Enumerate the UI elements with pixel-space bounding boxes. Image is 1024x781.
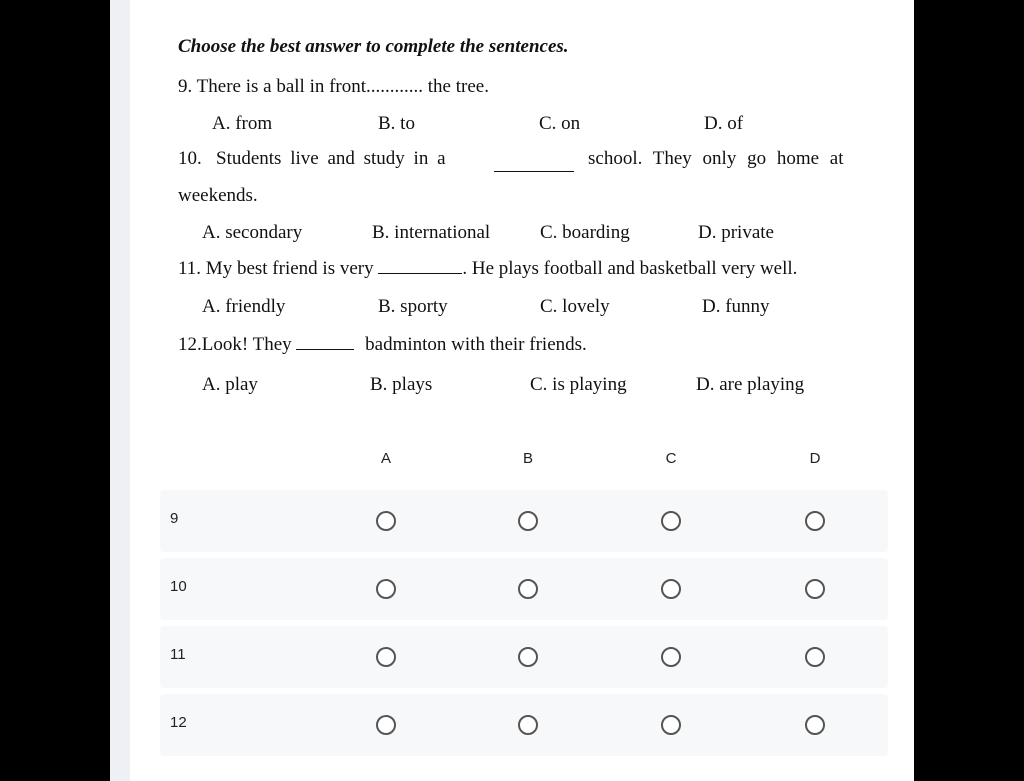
column-header-a: A [380,450,391,467]
question-text-end: the tree. [423,76,489,97]
radio-9-d[interactable] [805,511,825,531]
question-10-text-start: Students live and study in a [216,148,446,169]
question-10-number: 10. [178,148,202,169]
question-9 [178,76,489,98]
radio-9-a[interactable] [376,511,396,531]
radio-10-c[interactable] [661,579,681,599]
option-a: A. friendly [202,296,286,317]
option-d: D. of [704,113,744,134]
radio-11-b[interactable] [518,647,538,667]
column-header-b: B [522,450,533,467]
radio-9-b[interactable] [518,511,538,531]
radio-10-b[interactable] [518,579,538,599]
question-text: My best friend is very [205,258,374,279]
grid-row-11 [160,626,888,688]
left-margin-strip [110,0,130,781]
question-number: 9. [178,76,193,97]
radio-11-a[interactable] [376,647,396,667]
option-c: C. is playing [530,374,627,395]
question-number: 12. [178,334,202,355]
question-text-end: badminton with their friends. [365,334,587,355]
question-11 [178,258,797,280]
grid-row-12 [160,694,888,756]
radio-12-c[interactable] [661,715,681,735]
question-number: 11. [178,258,202,279]
option-d: D. are playing [696,374,805,395]
question-10-text-end: school. They only go home at [588,148,844,169]
question-text: Look! They [201,334,292,355]
option-b: B. sporty [378,296,448,317]
grid-row-10 [160,558,888,620]
answer-blank [378,259,462,274]
radio-11-d[interactable] [805,647,825,667]
row-label: 9 [170,510,179,527]
radio-10-d[interactable] [805,579,825,599]
radio-10-a[interactable] [376,579,396,599]
question-dots: ............ [366,76,424,97]
column-header-c: C [665,450,677,467]
option-b: B. to [378,113,415,134]
question-text: There is a ball in front [196,76,367,97]
question-text-end: . He plays football and basketball very well. [462,258,798,279]
radio-11-c[interactable] [661,647,681,667]
option-c: C. lovely [540,296,610,317]
radio-12-d[interactable] [805,715,825,735]
option-d: D. private [698,222,774,243]
question-10-text-wrap: weekends. [178,185,258,206]
quiz-page [130,0,914,781]
option-d: D. funny [702,296,770,317]
grid-row-9 [160,490,888,552]
question-12 [178,334,587,356]
option-c: C. boarding [540,222,630,243]
row-label: 10 [170,578,187,595]
option-a: A. play [202,374,258,395]
answer-blank [296,335,354,350]
option-a: A. secondary [202,222,303,243]
option-b: B. plays [370,374,433,395]
answer-blank [494,157,574,172]
row-label: 11 [170,646,186,663]
column-header-d: D [809,450,821,467]
option-c: C. on [539,113,581,134]
radio-12-b[interactable] [518,715,538,735]
instruction-text: Choose the best answer to complete the sentences. [178,36,569,57]
row-label: 12 [170,714,187,731]
option-b: B. international [372,222,491,243]
radio-9-c[interactable] [661,511,681,531]
radio-12-a[interactable] [376,715,396,735]
option-a: A. from [212,113,273,134]
